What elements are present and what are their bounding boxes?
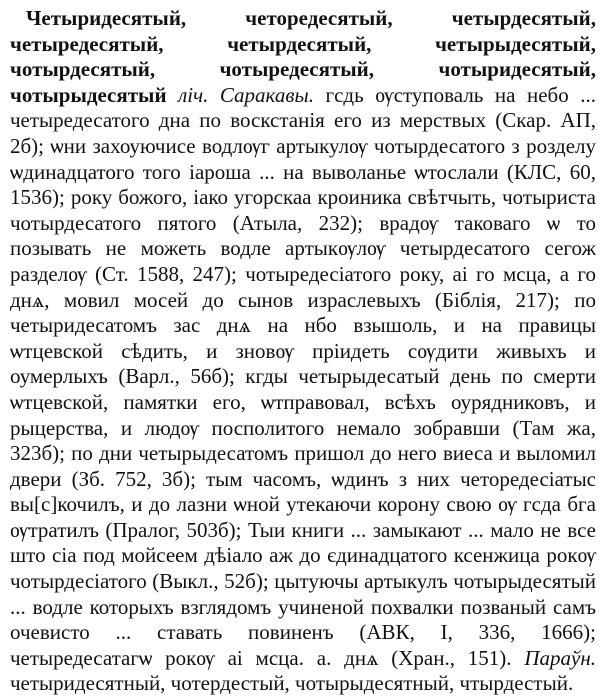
modern-label: Параўн. [524, 645, 597, 670]
grammar-label: ліч. [178, 82, 209, 107]
region-label: Саракавы. [219, 82, 314, 107]
entry-headword: Четыридесятый, четоредесятый, четырдесятый, четыредесятый, четырдесятый, четырыдесятый, чотырдесятый, чотыредесятый, чотыридесятый, чотырыдесятый [10, 6, 596, 107]
modern-forms: четыридесятный, чотердестый, чотырыдесятный, чтырдестый. [10, 671, 574, 696]
dictionary-entry [10, 6, 596, 697]
citations-text: гсдь ѹступоваль на небо ... четыредесатого дна по воскстанія его из мерствых (Скар. АП, 2б); ѡни захоуючисе водлѹг артыкулѹ чотырдесатого з розделу ѡдинадцатого того іароша ... на выволанье ѡтослали (КЛС, 60, 1536); року божого, іако угорскаа кроиника свѣтчыть, чотыриста чотырдесатого пятого (Атыла, 232); врадѹ таковаго ѡ то позывать не можеть водле артыкѹлѹ четырдесатого сегож разделѹ (Ст. 1588, 247); чотыредесіатого року, аі го мсца, а го днѧ, мовил мосей до сынов израслевыхъ (Біблія, 217); по четыридесатомъ зас днѧ на нбо взышоль, и на правицы ѡтцевской сѣдить, и зновѹ пріидеть сѹдити живыхъ и оумерлыхъ (Варл., 56б); кгды четырыдесатый день по смерти ѡтцевской, памятки его, ѡтправовал, всѣхъ оурядниковъ, и рыцерства, и людѹ посполитого немало зобравши (Там жа, 323б); по дни четырыдесатомъ пришол до него виеса и выломил двери (Зб. 752, 3б); тым часомъ, ѡдинъ з них четоредесіатыс вы[с]кочилъ, и до лазни ѡной утекаючи корону свою ѹ гсда бга ѹтратилъ (Пралог, 503б); Тыи книги ... замыкают ... мало не все што сіа под мойсеем дѣіало аж до єдинадцатого ксенжица рокѹ чотырдесіатого (Выкл., 52б); цытуючы артыкулъ чотырыдесятый ... водле которыхъ взглядомъ учиненой похвалки позваный самъ очевисто ... ставать повиненъ (АВК, І, 336, 1666); четыредесатагѡ рокѹ аі мсца. а. днѧ (Хран., 151). [10, 82, 597, 670]
